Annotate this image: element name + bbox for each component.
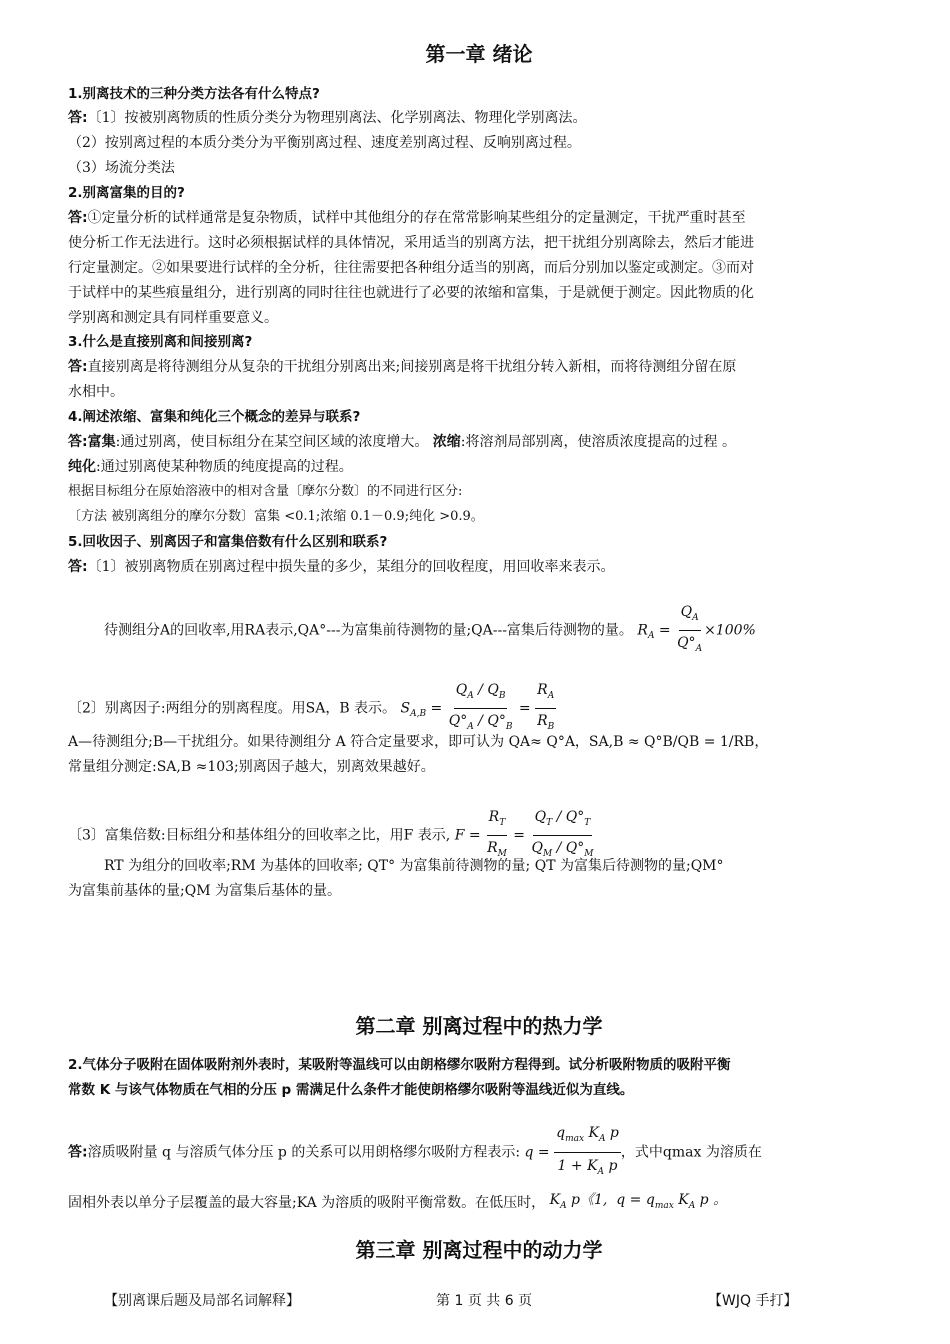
page-mid: 页 共 — [467, 1293, 501, 1309]
answer-3-line-2: 水相中。 — [68, 384, 124, 400]
answer-5-line-8: 为富集前基体的量;QM 为富集后基体的量。 — [68, 883, 341, 899]
answer-2-line-5: 学别离和测定具有同样重要意义。 — [68, 310, 278, 326]
recovery-rate-line — [68, 600, 926, 661]
term-concentration: 浓缩 — [432, 434, 461, 450]
answer-1-line-2: （2）按别离过程的本质分类分为平衡别离过程、速度差别离过程、反响别离过程。 — [68, 135, 581, 151]
answer-label: 答: — [68, 1144, 88, 1161]
langmuir-formula: q = $\frac{q_{max} K_A p}{1 + K_A p}$ — [525, 1120, 621, 1185]
answer-text: 〔1〕被别离物质在别离过程中损失量的多少，某组分的回收程度，用回收率来表示。 — [87, 559, 615, 575]
question-1: 1.别离技术的三种分类方法各有什么特点? — [68, 86, 320, 102]
recovery-rate-formula: $R_A$ = $\frac{Q_A}{Q^\circ_A}$ ×100% — [637, 600, 755, 661]
answer-5-line-5: 常量组分测定:SA,B ≈103;别离因子越大，别离效果越好。 — [68, 759, 435, 775]
answer-label: 答: — [68, 110, 88, 126]
chapter-2-question-line-1: 2.气体分子吸附在固体吸附剂外表时，某吸附等温线可以由朗格缪尔吸附方程得到。试分析吸附物质的吸附平衡 — [68, 1057, 731, 1073]
separation-factor-text: 〔2〕别离因子:两组分的别离程度。用SA，B 表示。 — [68, 700, 397, 717]
enrichment-factor-formula: F = $\frac{R_T}{R_M}$ = $\frac{Q_T / Q^\circ_T}{Q_M / Q^\circ_M}$ — [455, 805, 596, 866]
chapter-3-title: 第三章 别离过程中的动力学 — [355, 1238, 603, 1262]
separation-factor-line — [68, 678, 890, 739]
chapter-2-answer-line-2 — [68, 1188, 890, 1218]
page-total: 6 — [504, 1293, 514, 1309]
chapter-2-title: 第二章 别离过程中的热力学 — [355, 1014, 603, 1038]
page-current: 1 — [454, 1293, 464, 1309]
question-5: 5.回收因子、别离因子和富集倍数有什么区别和联系? — [68, 534, 388, 550]
separation-factor-formula: $S_{A,B}$ = $\frac{Q_A / Q_B}{Q^\circ_A / Q^\circ_B}$ = $\frac{R_A}{R_B}$ — [401, 678, 557, 739]
answer-2-line-3: 行定量测定。②如果要进行试样的全分析，往往需要把各种组分适当的别离，而后分别加以鉴定或测定。③而对 — [68, 260, 754, 276]
answer-1-line-3: （3）场流分类法 — [68, 160, 175, 176]
page-suffix: 页 — [518, 1293, 533, 1309]
answer-5-line-1 — [68, 557, 890, 577]
answer-text: ①定量分析的试样通常是复杂物质，试样中其他组分的存在常常影响某些组分的定量测定，干扰严重时甚至 — [87, 210, 746, 226]
answer-text: 溶质吸附量 q 与溶质气体分压 p 的关系可以用朗格缪尔吸附方程表示: — [87, 1144, 521, 1161]
answer-5-line-4: A—待测组分;B—干扰组分。如果待测组分 A 符合定量要求，即可认为 QA≈ Q°A，SA,B ≈ Q°B/QB = 1/RB， — [68, 734, 769, 750]
answer-2-line-2: 使分析工作无法进行。这时必须根据试样的具体情况，采用适当的别离方法，把干扰组分别离除去，然后才能进 — [68, 235, 754, 251]
answer-text: 固相外表以单分子层覆盖的最大容量;KA 为溶质的吸附平衡常数。在低压时， — [68, 1194, 546, 1211]
answer-text: 直接别离是将待测组分从复杂的干扰组分别离出来;间接别离是将干扰组分转入新相，而将待测组分留在原 — [87, 359, 737, 375]
page-prefix: 第 — [436, 1293, 450, 1309]
answer-label: 答: — [68, 559, 88, 575]
answer-2-line-4: 于试样中的某些痕量组分，进行别离的同时往往也就进行了必要的浓缩和富集，于是就便于测定。因此物质的化 — [68, 285, 754, 301]
term-enrichment: 富集 — [87, 434, 116, 450]
answer-3-line-1 — [68, 357, 890, 377]
low-pressure-formula: $K_A$ p《1, $q = q_{max}$ $K_A$ p 。 — [549, 1192, 728, 1211]
answer-5-line-7: RT 为组分的回收率;RM 为基体的回收率; QT° 为富集前待测物的量; QT 为富集后待测物的量;QM° — [104, 858, 724, 874]
answer-4-line-3: 根据目标组分在原始溶液中的相对含量〔摩尔分数〕的不同进行区分: — [68, 484, 463, 499]
chapter-2-answer-line-1 — [68, 1120, 890, 1185]
answer-label: 答: — [68, 434, 88, 450]
question-4: 4.阐述浓缩、富集和纯化三个概念的差异与联系? — [68, 409, 361, 425]
answer-4-line-2 — [68, 457, 890, 477]
footer-left-note: 【别离课后题及局部名词解释】 — [104, 1293, 300, 1309]
term-purification-def: :通过别离使某种物质的纯度提高的过程。 — [96, 459, 353, 475]
enrichment-factor-text: 〔3〕富集倍数:目标组分和基体组分的回收率之比，用F 表示, — [68, 827, 451, 844]
answer-4-line-1 — [68, 432, 890, 452]
answer-text: 〔1〕按被别离物质的性质分类分为物理别离法、化学别离法、物理化学别离法。 — [87, 110, 587, 126]
question-3: 3.什么是直接别离和间接别离? — [68, 334, 253, 350]
answer-label: 答: — [68, 359, 88, 375]
term-concentration-def: :将溶剂局部别离，使溶质浓度提高的过程 。 — [460, 434, 736, 450]
answer-1-line-1 — [68, 108, 890, 128]
footer-right-note: 【WJQ 手打】 — [708, 1293, 798, 1309]
answer-label: 答: — [68, 210, 88, 226]
answer-2-line-1 — [68, 208, 890, 228]
term-purification: 纯化 — [68, 459, 96, 475]
chapter-1-title: 第一章 绪论 — [425, 42, 533, 66]
term-enrichment-def: :通过别离，使目标组分在某空间区域的浓度增大。 — [115, 434, 429, 450]
recovery-rate-text: 待测组分A的回收率,用RA表示,QA°---为富集前待测物的量;QA---富集后待测物的量。 — [104, 622, 633, 639]
footer-page-number — [436, 1290, 532, 1310]
answer-text-cont: ，式中qmax 为溶质在 — [620, 1144, 762, 1161]
chapter-2-question-line-2: 常数 K 与该气体物质在气相的分压 p 需满足什么条件才能使朗格缪尔吸附等温线近似为直线。 — [68, 1082, 634, 1098]
answer-4-line-4: 〔方法 被别离组分的摩尔分数〕富集 <0.1;浓缩 0.1－0.9;纯化 >0.9。 — [68, 509, 484, 524]
question-2: 2.别离富集的目的? — [68, 185, 185, 201]
